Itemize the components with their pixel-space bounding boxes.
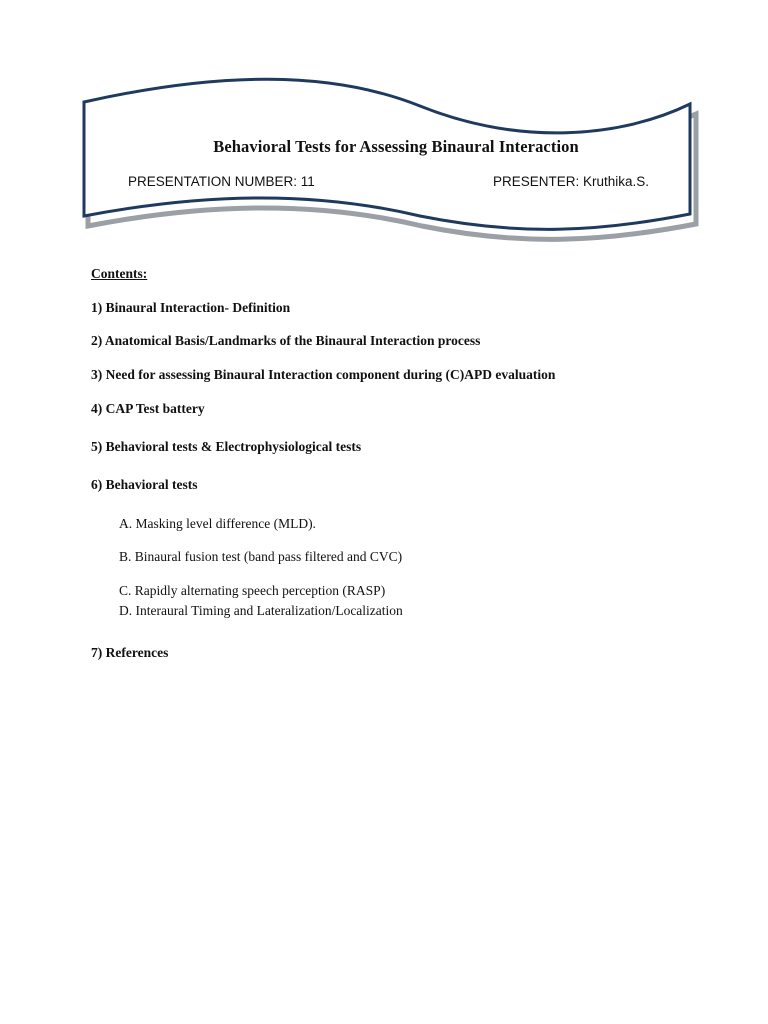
document-title: Behavioral Tests for Assessing Binaural Interaction [213,137,579,156]
contents-item-1: 1) Binaural Interaction- Definition [91,300,291,315]
presentation-number: PRESENTATION NUMBER: 11 [128,174,315,189]
contents-item-7: 7) References [91,645,169,660]
contents-item-4: 4) CAP Test battery [91,401,205,416]
contents-item-2: 2) Anatomical Basis/Landmarks of the Binaural Interaction process [91,333,481,348]
contents-item-6: 6) Behavioral tests [91,477,198,492]
contents-item-3: 3) Need for assessing Binaural Interaction component during (C)APD evaluation [91,367,556,382]
contents-heading: Contents: [91,266,148,281]
contents-subitem-d: D. Interaural Timing and Lateralization/Localization [119,603,403,618]
contents-subitem-b: B. Binaural fusion test (band pass filtered and CVC) [119,549,403,564]
presenter-name: PRESENTER: Kruthika.S. [493,174,650,189]
title-banner [0,0,768,260]
contents-subitem-a: A. Masking level difference (MLD). [119,516,316,531]
contents-item-5: 5) Behavioral tests & Electrophysiological tests [91,439,362,454]
contents-subitem-c: C. Rapidly alternating speech perception (RASP) [119,583,386,598]
